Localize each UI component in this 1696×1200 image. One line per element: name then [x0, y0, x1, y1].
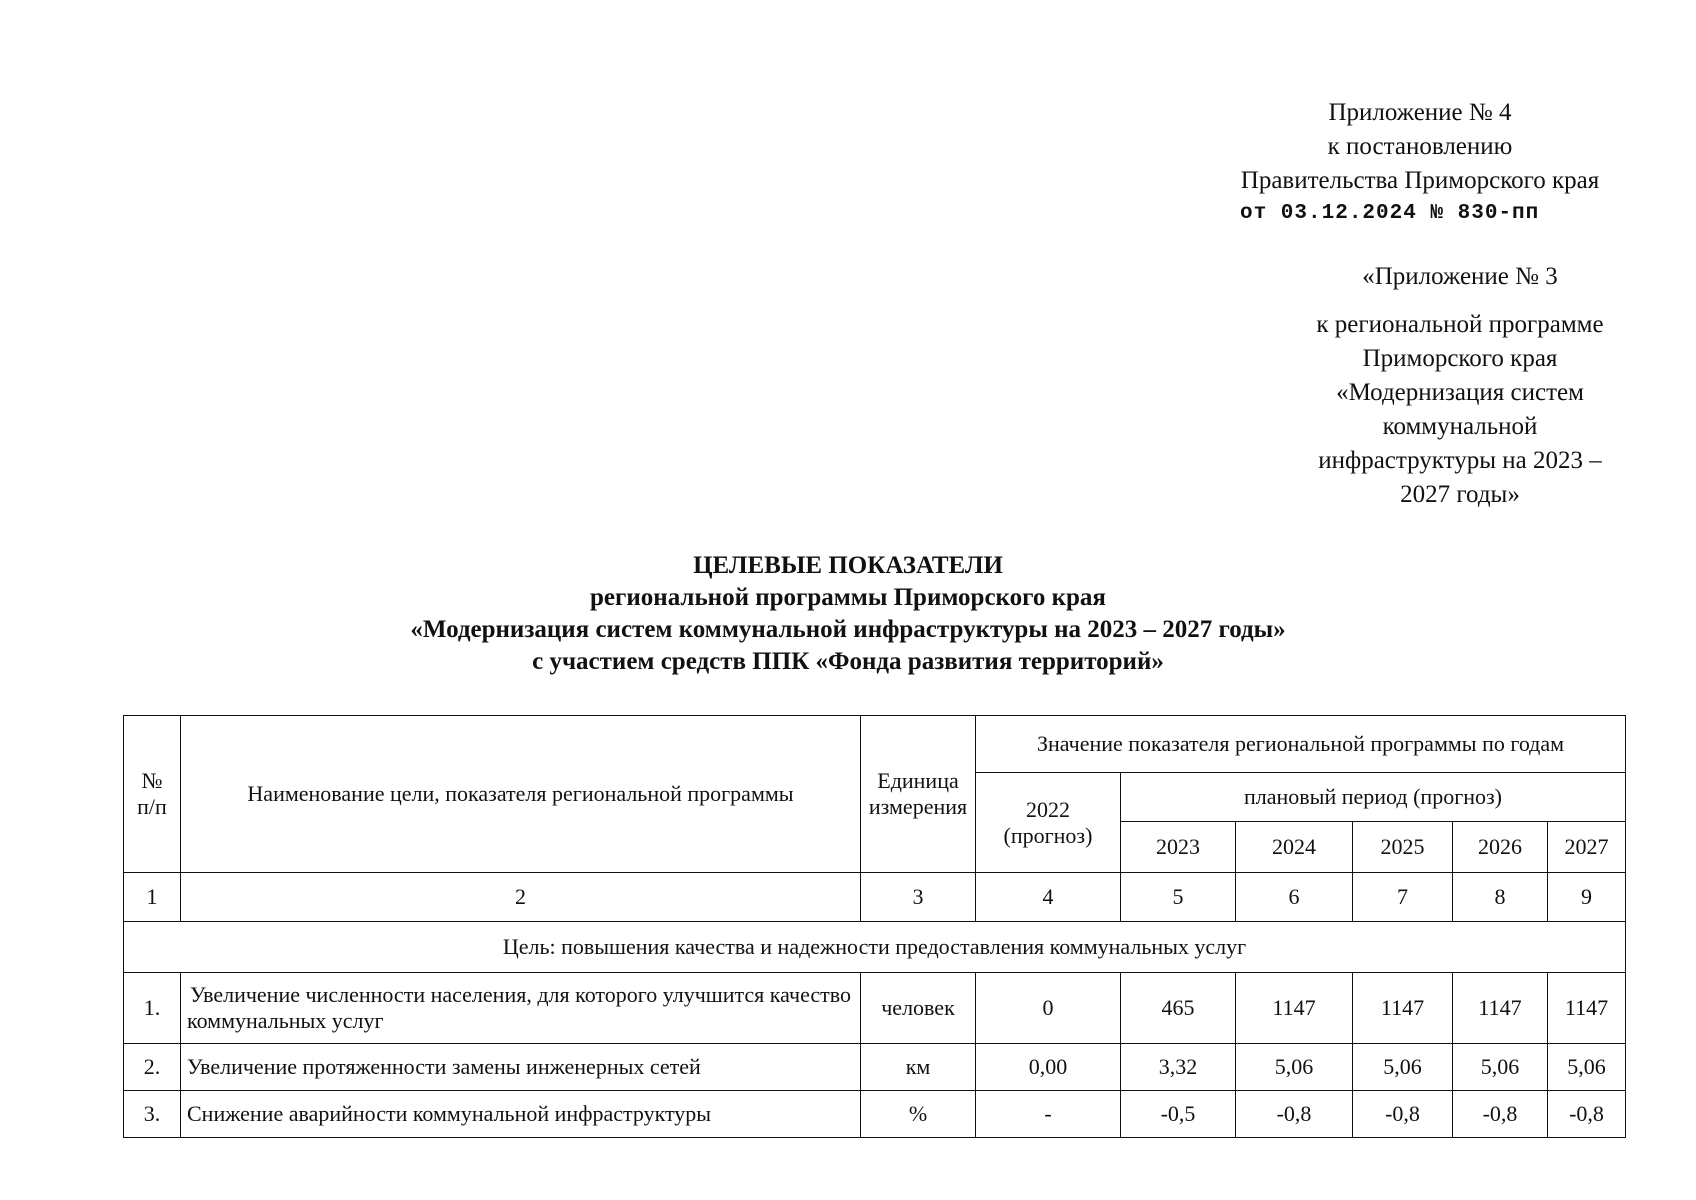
header-values-group: Значение показателя региональной программы по годам [976, 716, 1626, 773]
header-year: 2024 [1236, 822, 1353, 873]
header-year: 2026 [1453, 822, 1548, 873]
decree-stamp: от 03.12.2024 № 830-пп [1240, 202, 1540, 225]
annex3-line: 2027 годы» [1400, 481, 1520, 508]
row-value: 0 [976, 973, 1121, 1044]
annex3-line: инфраструктуры на 2023 – [1318, 447, 1602, 474]
table-row [124, 973, 1626, 1044]
column-number: 3 [861, 873, 976, 922]
column-number: 9 [1548, 873, 1626, 922]
goal-row [124, 922, 1626, 973]
row-value: 1147 [1453, 973, 1548, 1044]
row-value: -0,8 [1353, 1091, 1453, 1138]
column-number: 2 [181, 873, 861, 922]
title-line: ЦЕЛЕВЫЕ ПОКАЗАТЕЛИ [693, 552, 1003, 579]
row-value: -0,8 [1236, 1091, 1353, 1138]
title-line: с участием средств ППК «Фонда развития территорий» [532, 648, 1164, 675]
row-value: 465 [1121, 973, 1236, 1044]
annex3-line: «Приложение № 3 [1362, 263, 1558, 290]
row-value: 5,06 [1453, 1044, 1548, 1091]
title-line: «Модернизация систем коммунальной инфраструктуры на 2023 – 2027 годы» [410, 616, 1286, 643]
header-planned-group: плановый период (прогноз) [1121, 773, 1626, 822]
row-name: Увеличение протяженности замены инженерных сетей [181, 1044, 861, 1091]
table-row [124, 1091, 1626, 1138]
column-number: 4 [976, 873, 1121, 922]
row-value: 1147 [1548, 973, 1626, 1044]
annex-line: Правительства Приморского края [1240, 167, 1600, 194]
row-value: 5,06 [1353, 1044, 1453, 1091]
column-number: 5 [1121, 873, 1236, 922]
annex3-block [1260, 260, 1660, 512]
row-value: 5,06 [1236, 1044, 1353, 1091]
row-num: 1. [124, 973, 181, 1044]
header-year: 2027 [1548, 822, 1626, 873]
annex3-line: коммунальной [1382, 413, 1538, 440]
annex-line: к постановлению [1327, 133, 1513, 160]
column-number: 1 [124, 873, 181, 922]
column-number: 8 [1453, 873, 1548, 922]
column-number: 6 [1236, 873, 1353, 922]
row-value: 5,06 [1548, 1044, 1626, 1091]
row-value: 1147 [1353, 973, 1453, 1044]
annex-block [1200, 96, 1640, 198]
row-value: 0,00 [976, 1044, 1121, 1091]
row-num: 3. [124, 1091, 181, 1138]
row-unit: человек [861, 973, 976, 1044]
row-value: -0,5 [1121, 1091, 1236, 1138]
row-value: 3,32 [1121, 1044, 1236, 1091]
row-num: 2. [124, 1044, 181, 1091]
annex3-line: Приморского края [1362, 345, 1558, 372]
goal-text: Цель: повышения качества и надежности предоставления коммунальных услуг [124, 922, 1626, 973]
header-unit: Единица измерения [861, 716, 976, 873]
annex-line: Приложение № 4 [1328, 99, 1512, 126]
header-year: 2025 [1353, 822, 1453, 873]
document-title [0, 550, 1696, 678]
header-num: № п/п [124, 716, 181, 873]
header-base-year: 2022 (прогноз) [976, 773, 1121, 873]
header-name: Наименование цели, показателя региональной программы [181, 716, 861, 873]
row-name: Увеличение численности населения, для которого улучшится качество коммунальных услуг [181, 973, 861, 1044]
column-number-row [124, 873, 1626, 922]
header-row [124, 716, 1626, 773]
indicators-table [123, 715, 1626, 1138]
row-unit: км [861, 1044, 976, 1091]
annex3-line: «Модернизация систем [1336, 379, 1584, 406]
annex3-line: к региональной программе [1316, 311, 1604, 338]
header-year: 2023 [1121, 822, 1236, 873]
title-line: региональной программы Приморского края [590, 584, 1106, 611]
row-value: -0,8 [1453, 1091, 1548, 1138]
column-number: 7 [1353, 873, 1453, 922]
row-unit: % [861, 1091, 976, 1138]
table-row [124, 1044, 1626, 1091]
row-value: -0,8 [1548, 1091, 1626, 1138]
row-name: Снижение аварийности коммунальной инфраструктуры [181, 1091, 861, 1138]
row-value: - [976, 1091, 1121, 1138]
row-value: 1147 [1236, 973, 1353, 1044]
